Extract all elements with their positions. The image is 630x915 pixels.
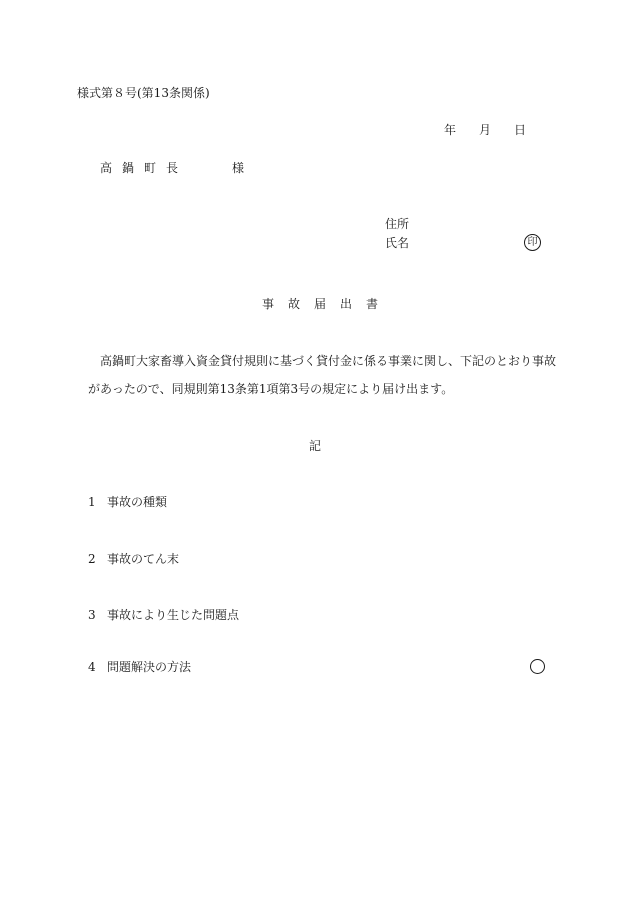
circle-icon: [530, 659, 545, 674]
list-item: [88, 661, 191, 673]
list-item: [88, 609, 239, 621]
document-title: 事故届出書: [262, 297, 393, 311]
body-text-line-2: があったので、同規則第13条第1項第3号の規定により届け出ます。: [88, 382, 454, 396]
list-item: [88, 553, 179, 565]
note-marker: 記: [309, 439, 322, 453]
addressee-honorific: 様: [232, 161, 245, 175]
list-item: [88, 496, 167, 508]
applicant-name-label: 氏名: [385, 236, 410, 250]
applicant-address-label: 住所: [385, 217, 410, 231]
list-item-label: 事故の種類: [107, 495, 168, 509]
list-item-number: 4: [88, 660, 96, 674]
list-item-number: 3: [88, 608, 96, 622]
date-day: 日: [514, 123, 527, 137]
list-item-label: 問題解決の方法: [107, 660, 192, 674]
addressee: [100, 162, 244, 174]
form-number-label: 様式第８号(第13条関係): [77, 86, 210, 100]
date-line: [444, 124, 526, 136]
seal-icon: 印: [524, 234, 541, 251]
date-year: 年: [444, 123, 457, 137]
list-item-number: 2: [88, 552, 96, 566]
body-text-line-1: 高鍋町大家畜導入資金貸付規則に基づく貸付金に係る事業に関し、下記のとおり事故: [100, 354, 557, 368]
date-month: 月: [479, 123, 492, 137]
list-item-label: 事故により生じた問題点: [107, 608, 240, 622]
addressee-name: 高鍋町長: [100, 161, 189, 175]
list-item-label: 事故のてん末: [107, 552, 180, 566]
list-item-number: 1: [88, 495, 96, 509]
